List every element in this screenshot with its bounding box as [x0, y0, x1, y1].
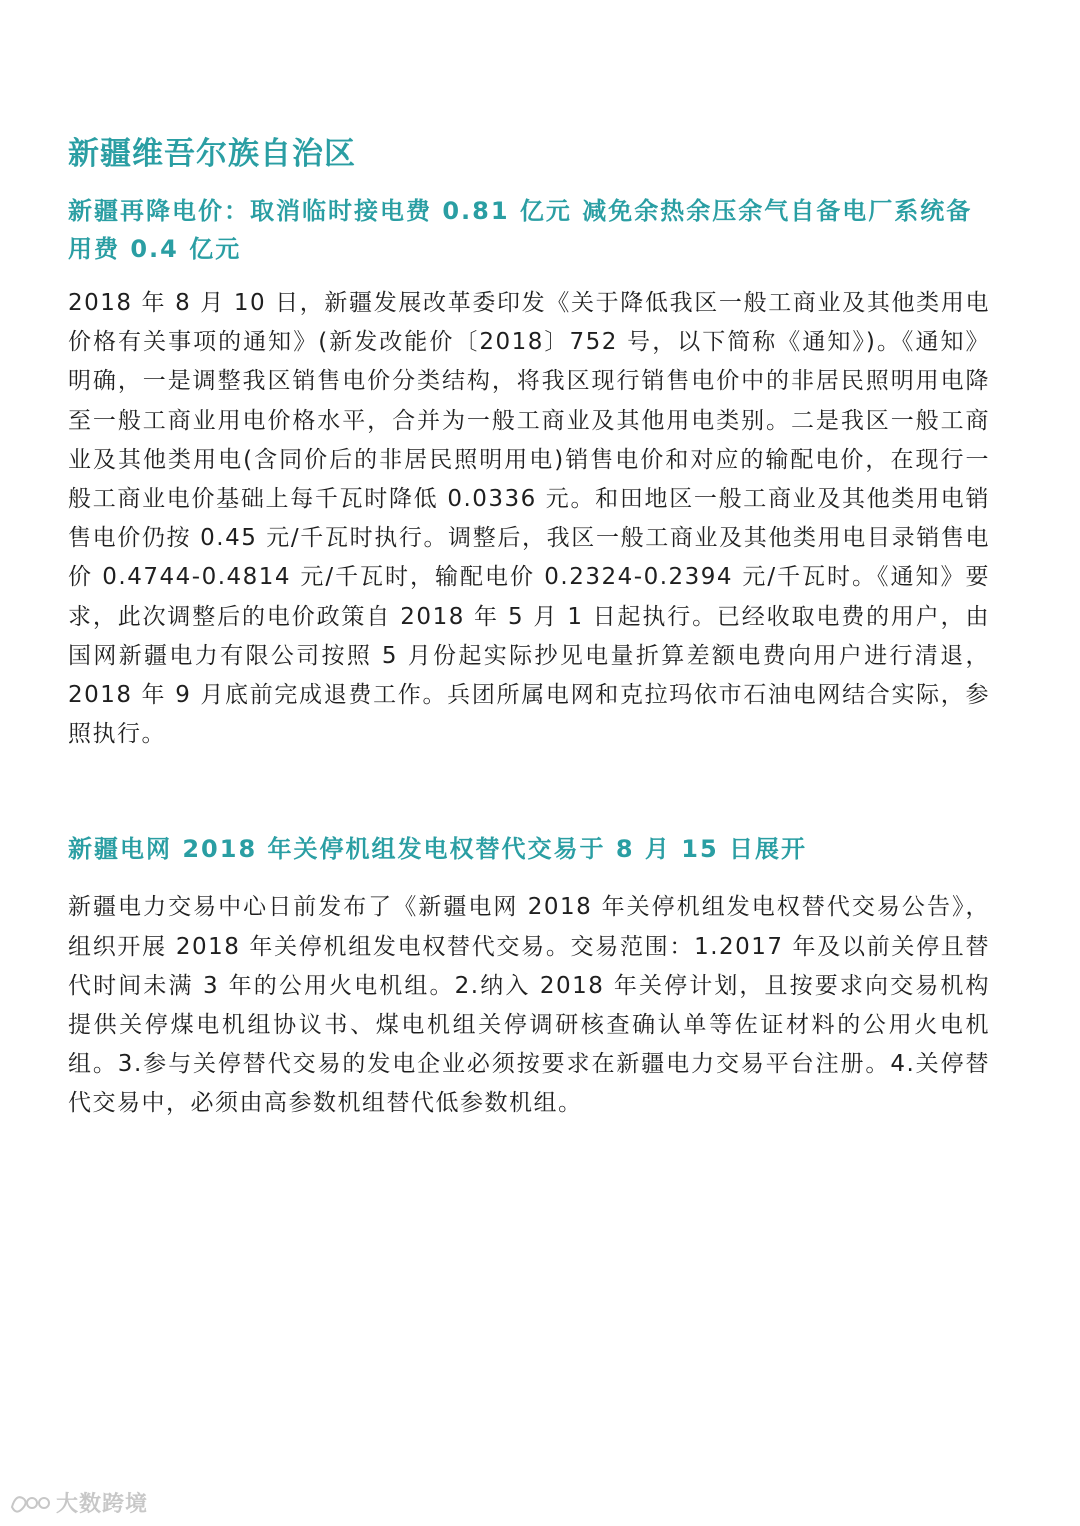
- article-2: [68, 830, 990, 1123]
- article-2-title: 新疆电网 2018 年关停机组发电权替代交易于 8 月 15 日展开: [68, 835, 808, 864]
- section-spacer: [68, 754, 990, 820]
- article-1-title: 新疆再降电价：取消临时接电费 0.81 亿元 减免余热余压余气自备电厂系统备用费 0.4 亿元: [68, 197, 973, 263]
- region-title: 新疆维吾尔族自治区: [68, 136, 356, 172]
- document-page: [68, 132, 990, 1124]
- watermark: [8, 1487, 148, 1518]
- article-2-body: 新疆电力交易中心日前发布了《新疆电网 2018 年关停机组发电权替代交易公告》，组织开展 2018 年关停机组发电权替代交易。交易范围：1.2017 年及以前关停且替代时间未满 3 年的公用火电机组。2.纳入 2018 年关停计划，且按要求向交易机构提供关停煤电机组协议书、煤电机组关停调研核查确认单等佐证材料的公用火电机组。3.参与关停替代交易的发电企业必须按要求在新疆电力交易平台注册。4.关停替代交易中，必须由高参数机组替代低参数机组。: [68, 894, 990, 1117]
- article-1: [68, 192, 990, 754]
- article-1-body: 2018 年 8 月 10 日，新疆发展改革委印发《关于降低我区一般工商业及其他类用电价格有关事项的通知》(新发改能价〔2018〕752 号，以下简称《通知》)。《通知》明确，一是调整我区销售电价分类结构，将我区现行销售电价中的非居民照明用电降至一般工商业用电价格水平，合并为一般工商业及其他用电类别。二是我区一般工商业及其他类用电(含同价后的非居民照明用电)销售电价和对应的输配电价，在现行一般工商业电价基础上每千瓦时降低 0.0336 元。和田地区一般工商业及其他类用电销售电价仍按 0.45 元/千瓦时执行。调整后，我区一般工商业及其他类用电目录销售电价 0.4744-0.4814 元/千瓦时，输配电价 0.2324-0.2394 元/千瓦时。《通知》要求，此次调整后的电价政策自 2018 年 5 月 1 日起执行。已经收取电费的用户，由国网新疆电力有限公司按照 5 月份起实际抄见电量折算差额电费向用户进行清退，2018 年 9 月底前完成退费工作。兵团所属电网和克拉玛依市石油电网结合实际，参照执行。: [68, 290, 990, 748]
- watermark-text: 大数跨境: [56, 1492, 149, 1517]
- brand-logo-icon: [8, 1489, 52, 1517]
